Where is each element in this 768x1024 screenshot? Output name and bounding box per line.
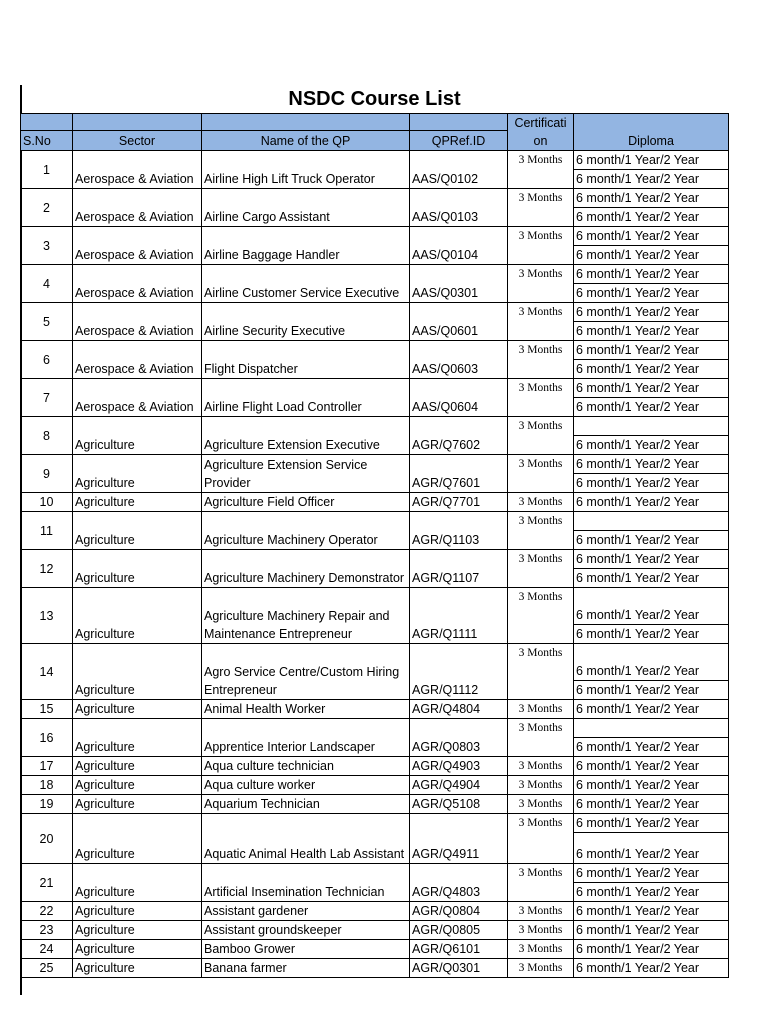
- diploma-cell: 6 month/1 Year/2 Year: [574, 398, 729, 417]
- certification-cell: 3 Months: [508, 151, 574, 189]
- certification-cell: 3 Months: [508, 227, 574, 265]
- sector-cell: Agriculture: [73, 864, 202, 902]
- sno-cell: 15: [21, 700, 73, 719]
- qp-ref-cell: AGR/Q4904: [410, 776, 508, 795]
- certification-cell: 3 Months: [508, 189, 574, 227]
- certification-cell: 3 Months: [508, 959, 574, 978]
- table-row: [21, 303, 729, 322]
- table-row: [21, 864, 729, 883]
- sno-cell: 24: [21, 940, 73, 959]
- certification-cell: 3 Months: [508, 550, 574, 588]
- diploma-cell: [574, 512, 729, 531]
- sector-cell: Aerospace & Aviation: [73, 227, 202, 265]
- qp-ref-cell: AGR/Q1112: [410, 644, 508, 700]
- qp-ref-cell: AGR/Q7601: [410, 455, 508, 493]
- certification-cell: 3 Months: [508, 719, 574, 757]
- qp-ref-cell: AAS/Q0604: [410, 379, 508, 417]
- table-row: [21, 189, 729, 208]
- sno-cell: 11: [21, 512, 73, 550]
- table-row: [21, 550, 729, 569]
- table-row: [21, 700, 729, 719]
- sector-cell: Agriculture: [73, 700, 202, 719]
- header-qp-ref: QPRef.ID: [410, 131, 508, 151]
- qp-ref-cell: AAS/Q0603: [410, 341, 508, 379]
- sector-cell: Agriculture: [73, 959, 202, 978]
- table-row: [21, 902, 729, 921]
- qp-name-cell: Airline Customer Service Executive: [202, 265, 410, 303]
- qp-ref-cell: AGR/Q7602: [410, 417, 508, 455]
- diploma-cell: 6 month/1 Year/2 Year: [574, 814, 729, 833]
- diploma-cell: 6 month/1 Year/2 Year: [574, 341, 729, 360]
- diploma-cell: 6 month/1 Year/2 Year: [574, 902, 729, 921]
- sno-cell: 17: [21, 757, 73, 776]
- qp-ref-cell: AAS/Q0601: [410, 303, 508, 341]
- qp-name-cell: Flight Dispatcher: [202, 341, 410, 379]
- diploma-cell: [574, 417, 729, 436]
- diploma-cell: 6 month/1 Year/2 Year: [574, 436, 729, 455]
- page-title: NSDC Course List: [288, 88, 461, 110]
- diploma-cell: 6 month/1 Year/2 Year: [574, 474, 729, 493]
- sector-cell: Agriculture: [73, 719, 202, 757]
- qp-ref-cell: AGR/Q0803: [410, 719, 508, 757]
- sno-cell: 14: [21, 644, 73, 700]
- diploma-cell: 6 month/1 Year/2 Year: [574, 265, 729, 284]
- table-row: [21, 417, 729, 436]
- diploma-cell: 6 month/1 Year/2 Year: [574, 303, 729, 322]
- sno-cell: 6: [21, 341, 73, 379]
- sno-cell: 16: [21, 719, 73, 757]
- sno-cell: 9: [21, 455, 73, 493]
- header-sector: Sector: [73, 131, 202, 151]
- table-row: [21, 644, 729, 681]
- sno-cell: 2: [21, 189, 73, 227]
- certification-cell: 3 Months: [508, 921, 574, 940]
- diploma-cell: 6 month/1 Year/2 Year: [574, 588, 729, 625]
- diploma-cell: 6 month/1 Year/2 Year: [574, 246, 729, 265]
- table-row: [21, 379, 729, 398]
- certification-cell: 3 Months: [508, 303, 574, 341]
- sector-cell: Aerospace & Aviation: [73, 265, 202, 303]
- qp-ref-cell: AGR/Q0804: [410, 902, 508, 921]
- qp-ref-cell: AGR/Q4803: [410, 864, 508, 902]
- sector-cell: Aerospace & Aviation: [73, 379, 202, 417]
- sector-cell: Agriculture: [73, 795, 202, 814]
- qp-name-cell: Airline Cargo Assistant: [202, 189, 410, 227]
- sector-cell: Agriculture: [73, 455, 202, 493]
- certification-cell: 3 Months: [508, 588, 574, 644]
- qp-name-cell: Assistant groundskeeper: [202, 921, 410, 940]
- header-certification: Certificati on: [508, 114, 574, 151]
- sno-cell: 21: [21, 864, 73, 902]
- table-row: [21, 493, 729, 512]
- diploma-cell: 6 month/1 Year/2 Year: [574, 189, 729, 208]
- certification-cell: 3 Months: [508, 644, 574, 700]
- qp-name-cell: Animal Health Worker: [202, 700, 410, 719]
- certification-cell: 3 Months: [508, 341, 574, 379]
- sector-cell: Aerospace & Aviation: [73, 151, 202, 189]
- diploma-cell: 6 month/1 Year/2 Year: [574, 569, 729, 588]
- qp-name-cell: Assistant gardener: [202, 902, 410, 921]
- sno-cell: 3: [21, 227, 73, 265]
- diploma-cell: 6 month/1 Year/2 Year: [574, 455, 729, 474]
- sector-cell: Aerospace & Aviation: [73, 189, 202, 227]
- qp-ref-cell: AGR/Q4804: [410, 700, 508, 719]
- sno-cell: 13: [21, 588, 73, 644]
- header-spacer: [410, 114, 508, 131]
- sno-cell: 25: [21, 959, 73, 978]
- diploma-cell: 6 month/1 Year/2 Year: [574, 322, 729, 341]
- course-table: [20, 113, 729, 978]
- table-row: [21, 341, 729, 360]
- diploma-cell: 6 month/1 Year/2 Year: [574, 921, 729, 940]
- diploma-cell: 6 month/1 Year/2 Year: [574, 757, 729, 776]
- qp-ref-cell: AAS/Q0103: [410, 189, 508, 227]
- table-row: [21, 776, 729, 795]
- diploma-cell: 6 month/1 Year/2 Year: [574, 795, 729, 814]
- table-header: [21, 114, 729, 151]
- qp-name-cell: Airline High Lift Truck Operator: [202, 151, 410, 189]
- certification-cell: 3 Months: [508, 940, 574, 959]
- sector-cell: Agriculture: [73, 512, 202, 550]
- qp-name-cell: Agriculture Extension Executive: [202, 417, 410, 455]
- table-row: [21, 588, 729, 625]
- sno-cell: 12: [21, 550, 73, 588]
- sno-cell: 20: [21, 814, 73, 864]
- diploma-cell: 6 month/1 Year/2 Year: [574, 170, 729, 189]
- qp-name-cell: Agriculture Extension Service Provider: [202, 455, 410, 493]
- qp-ref-cell: AGR/Q7701: [410, 493, 508, 512]
- header-spacer: [202, 114, 410, 131]
- qp-ref-cell: AAS/Q0102: [410, 151, 508, 189]
- header-spacer: [21, 114, 73, 131]
- qp-name-cell: Airline Security Executive: [202, 303, 410, 341]
- table-row: [21, 757, 729, 776]
- sector-cell: Aerospace & Aviation: [73, 341, 202, 379]
- certification-cell: 3 Months: [508, 455, 574, 493]
- sector-cell: Agriculture: [73, 550, 202, 588]
- header-sno: S.No: [21, 131, 73, 151]
- table-row: [21, 227, 729, 246]
- qp-ref-cell: AAS/Q0104: [410, 227, 508, 265]
- qp-ref-cell: AGR/Q0805: [410, 921, 508, 940]
- sector-cell: Agriculture: [73, 902, 202, 921]
- diploma-cell: 6 month/1 Year/2 Year: [574, 550, 729, 569]
- diploma-cell: 6 month/1 Year/2 Year: [574, 284, 729, 303]
- sno-cell: 18: [21, 776, 73, 795]
- certification-cell: 3 Months: [508, 417, 574, 455]
- sector-cell: Agriculture: [73, 588, 202, 644]
- sno-cell: 23: [21, 921, 73, 940]
- diploma-cell: 6 month/1 Year/2 Year: [574, 833, 729, 864]
- table-row: [21, 719, 729, 738]
- table-row: [21, 455, 729, 474]
- table-row: [21, 921, 729, 940]
- sno-cell: 22: [21, 902, 73, 921]
- diploma-cell: 6 month/1 Year/2 Year: [574, 644, 729, 681]
- diploma-cell: 6 month/1 Year/2 Year: [574, 151, 729, 170]
- sector-cell: Agriculture: [73, 644, 202, 700]
- header-qp-name: Name of the QP: [202, 131, 410, 151]
- diploma-cell: 6 month/1 Year/2 Year: [574, 959, 729, 978]
- qp-ref-cell: AGR/Q1111: [410, 588, 508, 644]
- diploma-cell: 6 month/1 Year/2 Year: [574, 625, 729, 644]
- sno-cell: 5: [21, 303, 73, 341]
- qp-name-cell: Aquatic Animal Health Lab Assistant: [202, 814, 410, 864]
- header-spacer: [574, 114, 729, 131]
- certification-cell: 3 Months: [508, 379, 574, 417]
- diploma-cell: [574, 719, 729, 738]
- diploma-cell: 6 month/1 Year/2 Year: [574, 681, 729, 700]
- sno-cell: 4: [21, 265, 73, 303]
- diploma-cell: 6 month/1 Year/2 Year: [574, 227, 729, 246]
- table-body: [21, 151, 729, 978]
- certification-cell: 3 Months: [508, 795, 574, 814]
- table-row: [21, 814, 729, 833]
- sector-cell: Agriculture: [73, 921, 202, 940]
- qp-name-cell: Airline Flight Load Controller: [202, 379, 410, 417]
- diploma-cell: 6 month/1 Year/2 Year: [574, 776, 729, 795]
- diploma-cell: 6 month/1 Year/2 Year: [574, 208, 729, 227]
- diploma-cell: 6 month/1 Year/2 Year: [574, 379, 729, 398]
- sector-cell: Aerospace & Aviation: [73, 303, 202, 341]
- certification-cell: 3 Months: [508, 814, 574, 864]
- qp-ref-cell: AGR/Q1103: [410, 512, 508, 550]
- certification-cell: 3 Months: [508, 265, 574, 303]
- sector-cell: Agriculture: [73, 776, 202, 795]
- certification-cell: 3 Months: [508, 864, 574, 902]
- table-row: [21, 940, 729, 959]
- qp-name-cell: Artificial Insemination Technician: [202, 864, 410, 902]
- sno-cell: 1: [21, 151, 73, 189]
- header-diploma: Diploma: [574, 131, 729, 151]
- diploma-cell: 6 month/1 Year/2 Year: [574, 493, 729, 512]
- qp-ref-cell: AGR/Q6101: [410, 940, 508, 959]
- table-row: [21, 795, 729, 814]
- table-row: [21, 512, 729, 531]
- table-row: [21, 265, 729, 284]
- sno-cell: 10: [21, 493, 73, 512]
- certification-cell: 3 Months: [508, 776, 574, 795]
- certification-cell: 3 Months: [508, 902, 574, 921]
- qp-name-cell: Airline Baggage Handler: [202, 227, 410, 265]
- sector-cell: Agriculture: [73, 493, 202, 512]
- qp-ref-cell: AGR/Q5108: [410, 795, 508, 814]
- sector-cell: Agriculture: [73, 814, 202, 864]
- certification-cell: 3 Months: [508, 700, 574, 719]
- sno-cell: 7: [21, 379, 73, 417]
- sector-cell: Agriculture: [73, 757, 202, 776]
- certification-cell: 3 Months: [508, 493, 574, 512]
- certification-cell: 3 Months: [508, 757, 574, 776]
- qp-name-cell: Aquarium Technician: [202, 795, 410, 814]
- header-spacer: [73, 114, 202, 131]
- qp-name-cell: Aqua culture worker: [202, 776, 410, 795]
- certification-cell: 3 Months: [508, 512, 574, 550]
- diploma-cell: 6 month/1 Year/2 Year: [574, 531, 729, 550]
- diploma-cell: 6 month/1 Year/2 Year: [574, 864, 729, 883]
- sector-cell: Agriculture: [73, 417, 202, 455]
- table-row: [21, 959, 729, 978]
- qp-name-cell: Agro Service Centre/Custom Hiring Entrepreneur: [202, 644, 410, 700]
- qp-name-cell: Bamboo Grower: [202, 940, 410, 959]
- qp-name-cell: Aqua culture technician: [202, 757, 410, 776]
- diploma-cell: 6 month/1 Year/2 Year: [574, 883, 729, 902]
- table-row: [21, 151, 729, 170]
- qp-ref-cell: AGR/Q1107: [410, 550, 508, 588]
- qp-name-cell: Apprentice Interior Landscaper: [202, 719, 410, 757]
- diploma-cell: 6 month/1 Year/2 Year: [574, 700, 729, 719]
- qp-ref-cell: AGR/Q4903: [410, 757, 508, 776]
- sno-cell: 8: [21, 417, 73, 455]
- qp-name-cell: Agriculture Field Officer: [202, 493, 410, 512]
- qp-name-cell: Banana farmer: [202, 959, 410, 978]
- qp-ref-cell: AAS/Q0301: [410, 265, 508, 303]
- diploma-cell: 6 month/1 Year/2 Year: [574, 738, 729, 757]
- sector-cell: Agriculture: [73, 940, 202, 959]
- diploma-cell: 6 month/1 Year/2 Year: [574, 940, 729, 959]
- diploma-cell: 6 month/1 Year/2 Year: [574, 360, 729, 379]
- qp-name-cell: Agriculture Machinery Operator: [202, 512, 410, 550]
- sno-cell: 19: [21, 795, 73, 814]
- qp-ref-cell: AGR/Q0301: [410, 959, 508, 978]
- qp-name-cell: Agriculture Machinery Repair and Maintenance Entrepreneur: [202, 588, 410, 644]
- qp-ref-cell: AGR/Q4911: [410, 814, 508, 864]
- qp-name-cell: Agriculture Machinery Demonstrator: [202, 550, 410, 588]
